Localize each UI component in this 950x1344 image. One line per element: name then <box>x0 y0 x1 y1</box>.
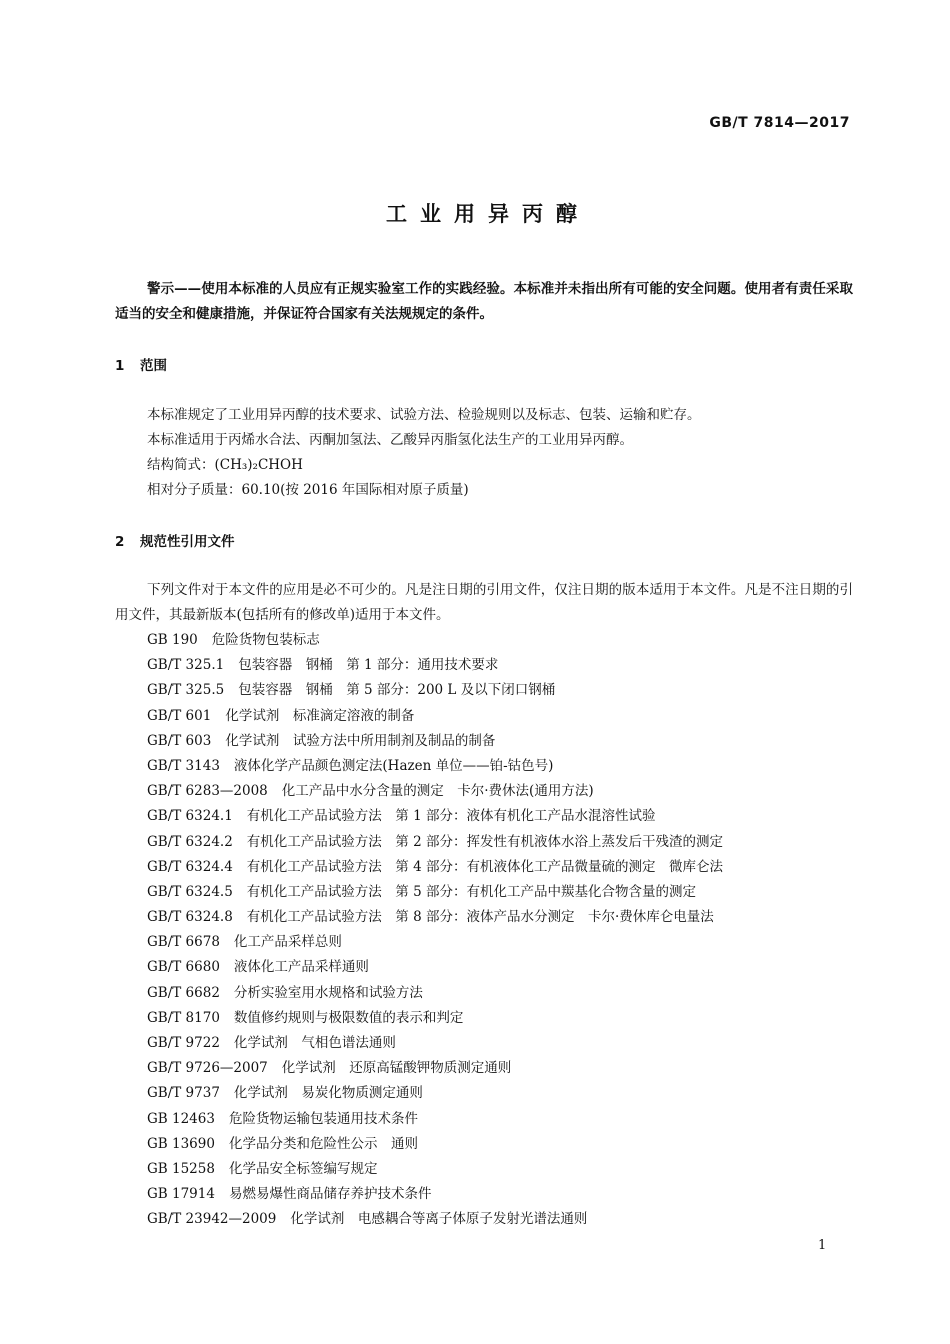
reference-title: 有机化工产品试验方法 第 5 部分：有机化工产品中羰基化合物含量的测定 <box>246 883 696 900</box>
reference-code: GB 13690 <box>147 1135 215 1152</box>
reference-code: GB/T 6680 <box>147 959 220 976</box>
reference-item <box>147 1056 723 1081</box>
references-intro: 下列文件对于本文件的应用是必不可少的。凡是注日期的引用文件，仅注日期的版本适用于本文件。凡是不注日期的引用文件，其最新版本(包括所有的修改单)适用于本文件。 <box>115 582 853 623</box>
reference-code: GB 17914 <box>147 1186 215 1203</box>
reference-code: GB/T 603 <box>147 732 212 749</box>
reference-code: GB/T 325.5 <box>147 682 225 699</box>
reference-item <box>147 830 723 855</box>
reference-item <box>147 880 723 905</box>
reference-item <box>147 1107 723 1132</box>
reference-item <box>147 628 723 653</box>
reference-title: 有机化工产品试验方法 第 8 部分：液体产品水分测定 卡尔·费休库仑电量法 <box>246 909 714 926</box>
reference-item <box>147 981 723 1006</box>
reference-item <box>147 1182 723 1207</box>
reference-code: GB/T 601 <box>147 707 212 724</box>
safety-warning: 警示——使用本标准的人员应有正规实验室工作的实践经验。本标准并未指出所有可能的安全问题。使用者有责任采取适当的安全和健康措施，并保证符合国家有关法规规定的条件。 <box>115 281 853 322</box>
reference-item <box>147 930 723 955</box>
reference-title: 化学品安全标签编写规定 <box>228 1160 378 1177</box>
reference-title: 化学试剂 气相色谱法通则 <box>233 1035 396 1051</box>
reference-code: GB/T 325.1 <box>147 657 225 674</box>
reference-item <box>147 1081 723 1106</box>
reference-code: GB/T 3143 <box>147 757 220 774</box>
standard-number: GB/T 7814—2017 <box>709 115 850 131</box>
structural-formula: 结构简式：(CH₃)₂CHOH <box>147 457 303 473</box>
section-2-heading <box>115 530 235 550</box>
reference-title: 化学试剂 还原高锰酸钾物质测定通则 <box>281 1060 512 1077</box>
reference-item <box>147 1006 723 1031</box>
reference-code: GB/T 6324.1 <box>147 808 233 825</box>
reference-code: GB/T 9737 <box>147 1085 220 1102</box>
reference-code: GB/T 6283—2008 <box>147 783 268 800</box>
reference-title: 数值修约规则与极限数值的表示和判定 <box>233 1009 464 1026</box>
reference-title: 包装容器 钢桶 第 1 部分：通用技术要求 <box>238 657 499 674</box>
reference-list <box>147 628 723 1233</box>
reference-code: GB/T 9726—2007 <box>147 1060 268 1077</box>
reference-title: 液体化学产品颜色测定法(Hazen 单位——铂-钴色号) <box>233 757 554 774</box>
reference-title: 化工产品中水分含量的测定 卡尔·费休法(通用方法) <box>281 783 594 800</box>
reference-item <box>147 754 723 779</box>
reference-item <box>147 855 723 880</box>
reference-code: GB 190 <box>147 632 198 648</box>
reference-title: 易燃易爆性商品储存养护技术条件 <box>228 1186 432 1203</box>
reference-code: GB/T 6678 <box>147 934 220 951</box>
reference-code: GB/T 6324.8 <box>147 909 233 926</box>
section-2-number: 2 <box>115 534 125 550</box>
reference-title: 化学试剂 易炭化物质测定通则 <box>233 1085 423 1102</box>
scope-applicability: 本标准适用于丙烯水合法、丙酮加氢法、乙酸异丙脂氢化法生产的工业用异丙醇。 <box>147 432 633 448</box>
reference-title: 分析实验室用水规格和试验方法 <box>233 984 423 1001</box>
reference-item <box>147 653 723 678</box>
reference-title: 包装容器 钢桶 第 5 部分：200 L 及以下闭口钢桶 <box>238 682 556 699</box>
reference-title: 有机化工产品试验方法 第 4 部分：有机液体化工产品微量硫的测定 微库仑法 <box>246 858 723 875</box>
reference-item <box>147 1207 723 1232</box>
reference-item <box>147 1132 723 1157</box>
reference-title: 化学试剂 电感耦合等离子体原子发射光谱法通则 <box>290 1211 588 1228</box>
reference-code: GB/T 6682 <box>147 984 220 1001</box>
reference-code: GB 15258 <box>147 1160 215 1177</box>
reference-title: 危险货物包装标志 <box>211 632 320 648</box>
molecular-mass: 相对分子质量：60.10(按 2016 年国际相对原子质量) <box>147 482 469 498</box>
reference-title: 化学品分类和危险性公示 通则 <box>228 1135 418 1152</box>
reference-code: GB/T 6324.4 <box>147 858 233 875</box>
reference-title: 液体化工产品采样通则 <box>233 959 369 976</box>
reference-item <box>147 1157 723 1182</box>
reference-item <box>147 804 723 829</box>
scope-paragraph: 本标准规定了工业用异丙醇的技术要求、试验方法、检验规则以及标志、包装、运输和贮存。 <box>147 407 701 423</box>
reference-title: 化学试剂 试验方法中所用制剂及制品的制备 <box>225 732 496 749</box>
reference-item <box>147 955 723 980</box>
reference-code: GB/T 8170 <box>147 1009 220 1026</box>
page-number: 1 <box>818 1238 827 1253</box>
reference-item <box>147 729 723 754</box>
reference-item <box>147 779 723 804</box>
reference-item <box>147 1031 723 1056</box>
reference-code: GB/T 9722 <box>147 1035 220 1051</box>
reference-code: GB/T 6324.5 <box>147 883 233 900</box>
reference-title: 化学试剂 标准滴定溶液的制备 <box>225 707 415 724</box>
section-1-title: 范围 <box>140 358 167 374</box>
reference-code: GB/T 6324.2 <box>147 833 233 850</box>
reference-code: GB 12463 <box>147 1110 215 1127</box>
section-1-heading <box>115 354 167 374</box>
section-1-number: 1 <box>115 358 125 374</box>
reference-item <box>147 704 723 729</box>
reference-code: GB/T 23942—2009 <box>147 1211 277 1228</box>
reference-title: 有机化工产品试验方法 第 1 部分：液体有机化工产品水混溶性试验 <box>246 808 656 825</box>
reference-title: 有机化工产品试验方法 第 2 部分：挥发性有机液体水浴上蒸发后干残渣的测定 <box>246 833 723 850</box>
reference-title: 化工产品采样总则 <box>233 934 342 951</box>
reference-title: 危险货物运输包装通用技术条件 <box>228 1110 418 1127</box>
section-2-title: 规范性引用文件 <box>140 534 235 550</box>
reference-item <box>147 905 723 930</box>
document-title: 工业用异丙醇 <box>386 202 590 226</box>
reference-item <box>147 678 723 703</box>
